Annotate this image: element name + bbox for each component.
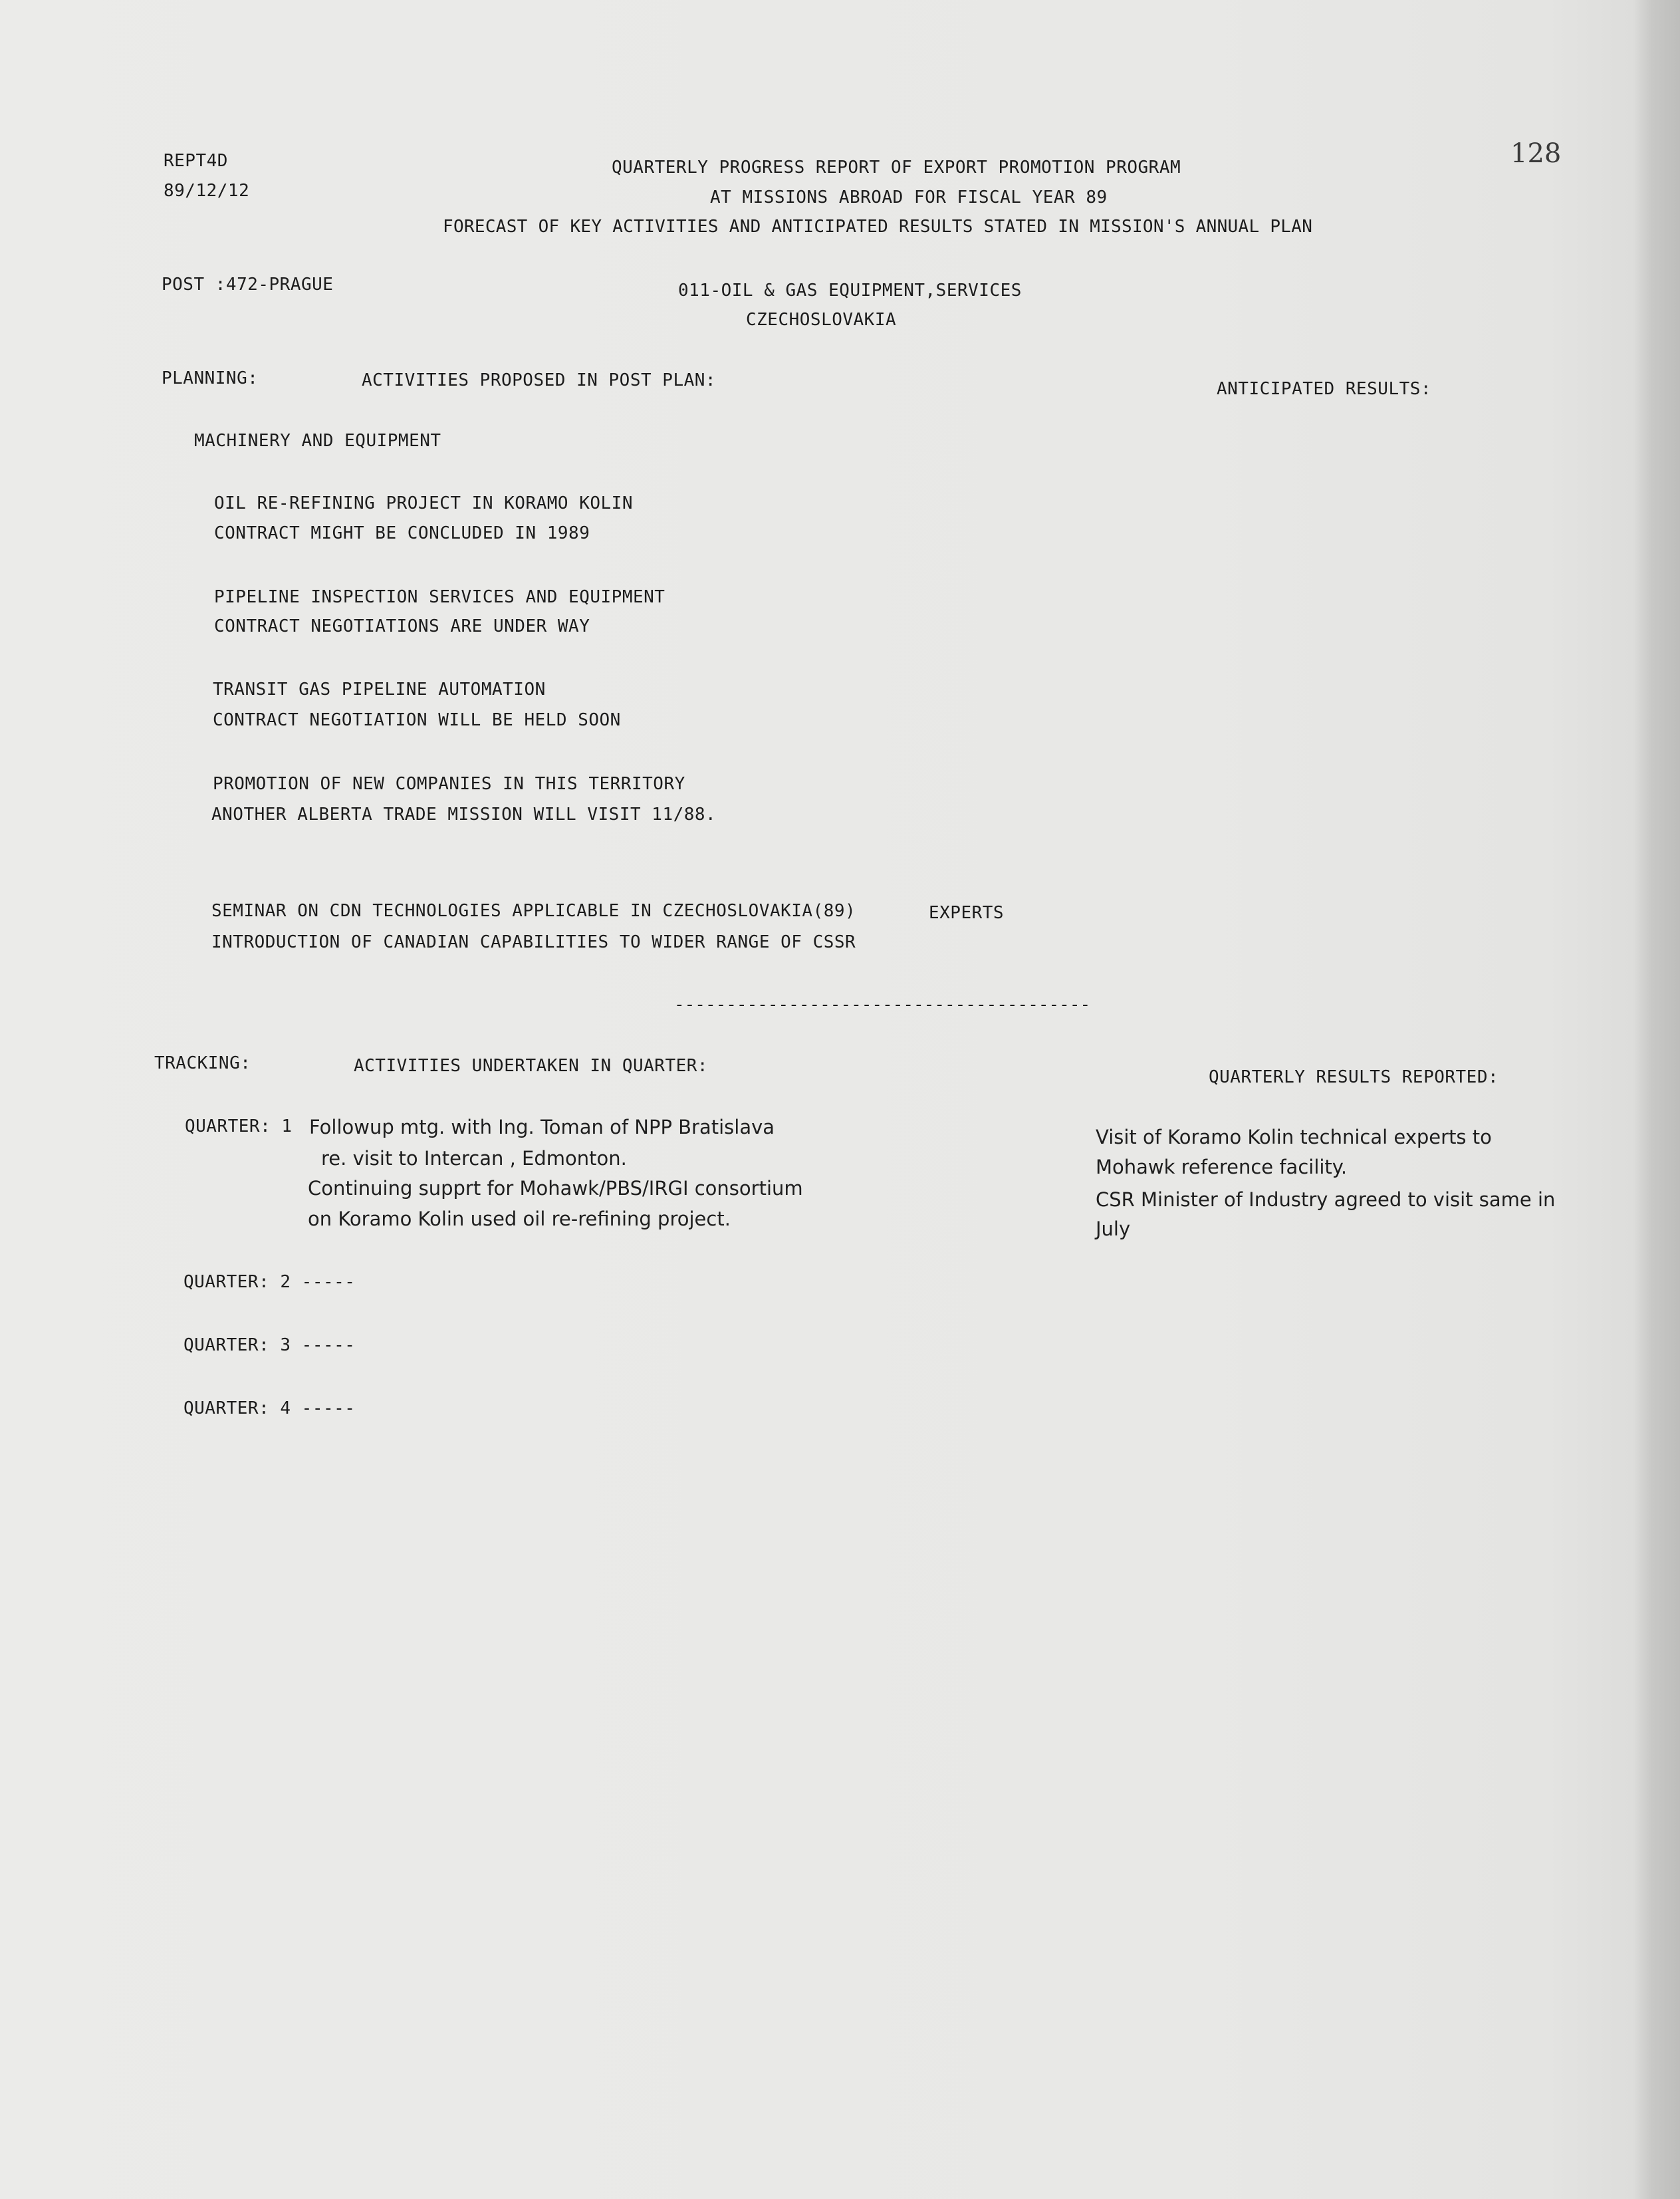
planning-label: PLANNING: — [162, 368, 259, 388]
tracking-activities-heading: ACTIVITIES UNDERTAKEN IN QUARTER: — [354, 1056, 709, 1076]
planning-item-2-line1: PIPELINE INSPECTION SERVICES AND EQUIPMENT — [214, 587, 665, 607]
page-edge-shadow — [1633, 0, 1680, 2199]
report-title-line1: QUARTERLY PROGRESS REPORT OF EXPORT PROMOTION PROGRAM — [612, 158, 1181, 178]
quarter-1-activity-line: on Koramo Kolin used oil re-refining project. — [308, 1208, 731, 1230]
country-label: CZECHOSLOVAKIA — [746, 310, 897, 330]
quarter-1-result-line: July — [1096, 1218, 1131, 1240]
planning-results-heading: ANTICIPATED RESULTS: — [1217, 379, 1432, 399]
sector-label: 011-OIL & GAS EQUIPMENT,SERVICES — [678, 281, 1022, 301]
quarter-1-result-line: Mohawk reference facility. — [1096, 1156, 1348, 1178]
planning-item-1-line2: CONTRACT MIGHT BE CONCLUDED IN 1989 — [214, 523, 590, 543]
post-label: POST :472-PRAGUE — [162, 275, 334, 295]
planning-item-1-line1: OIL RE-REFINING PROJECT IN KORAMO KOLIN — [214, 493, 633, 513]
tracking-results-heading: QUARTERLY RESULTS REPORTED: — [1209, 1067, 1499, 1087]
planning-activities-heading: ACTIVITIES PROPOSED IN POST PLAN: — [362, 370, 717, 390]
planning-item-2-line2: CONTRACT NEGOTIATIONS ARE UNDER WAY — [214, 616, 590, 636]
quarter-1-label: QUARTER: 1 — [185, 1116, 293, 1136]
report-title-line2: AT MISSIONS ABROAD FOR FISCAL YEAR 89 — [710, 188, 1108, 207]
quarter-4-label: QUARTER: 4 ----- — [183, 1398, 356, 1418]
planning-item-4-line2: ANOTHER ALBERTA TRADE MISSION WILL VISIT 11/88. — [211, 805, 717, 825]
quarter-1-result-line: CSR Minister of Industry agreed to visit same in — [1096, 1188, 1556, 1211]
quarter-1-activity-line: Followup mtg. with Ing. Toman of NPP Bratislava — [309, 1116, 775, 1138]
planning-item-5-extra: EXPERTS — [929, 903, 1005, 923]
quarter-1-activity-line: Continuing supprt for Mohawk/PBS/IRGI consortium — [308, 1177, 803, 1200]
planning-item-5-line2: INTRODUCTION OF CANADIAN CAPABILITIES TO WIDER RANGE OF CSSR — [211, 932, 856, 952]
planning-item-4-line1: PROMOTION OF NEW COMPANIES IN THIS TERRITORY — [213, 774, 685, 794]
quarter-3-label: QUARTER: 3 ----- — [183, 1335, 356, 1355]
section-separator: ---------------------------------------- — [674, 995, 1091, 1015]
planning-item-3-line2: CONTRACT NEGOTIATION WILL BE HELD SOON — [213, 710, 621, 730]
report-id: REPT4D — [164, 151, 228, 171]
quarter-2-label: QUARTER: 2 ----- — [183, 1272, 356, 1292]
report-date: 89/12/12 — [164, 181, 250, 201]
page-number: 128 — [1510, 138, 1562, 169]
planning-item-3-line1: TRANSIT GAS PIPELINE AUTOMATION — [213, 680, 546, 700]
planning-item-5-line1: SEMINAR ON CDN TECHNOLOGIES APPLICABLE IN CZECHOSLOVAKIA(89) — [211, 901, 856, 921]
quarter-1-activity-line: re. visit to Intercan , Edmonton. — [321, 1147, 627, 1170]
quarter-1-result-line: Visit of Koramo Kolin technical experts to — [1096, 1126, 1492, 1148]
report-title-line3: FORECAST OF KEY ACTIVITIES AND ANTICIPATED RESULTS STATED IN MISSION'S ANNUAL PLAN — [443, 217, 1313, 237]
tracking-label: TRACKING: — [154, 1053, 251, 1073]
planning-category: MACHINERY AND EQUIPMENT — [194, 431, 441, 451]
